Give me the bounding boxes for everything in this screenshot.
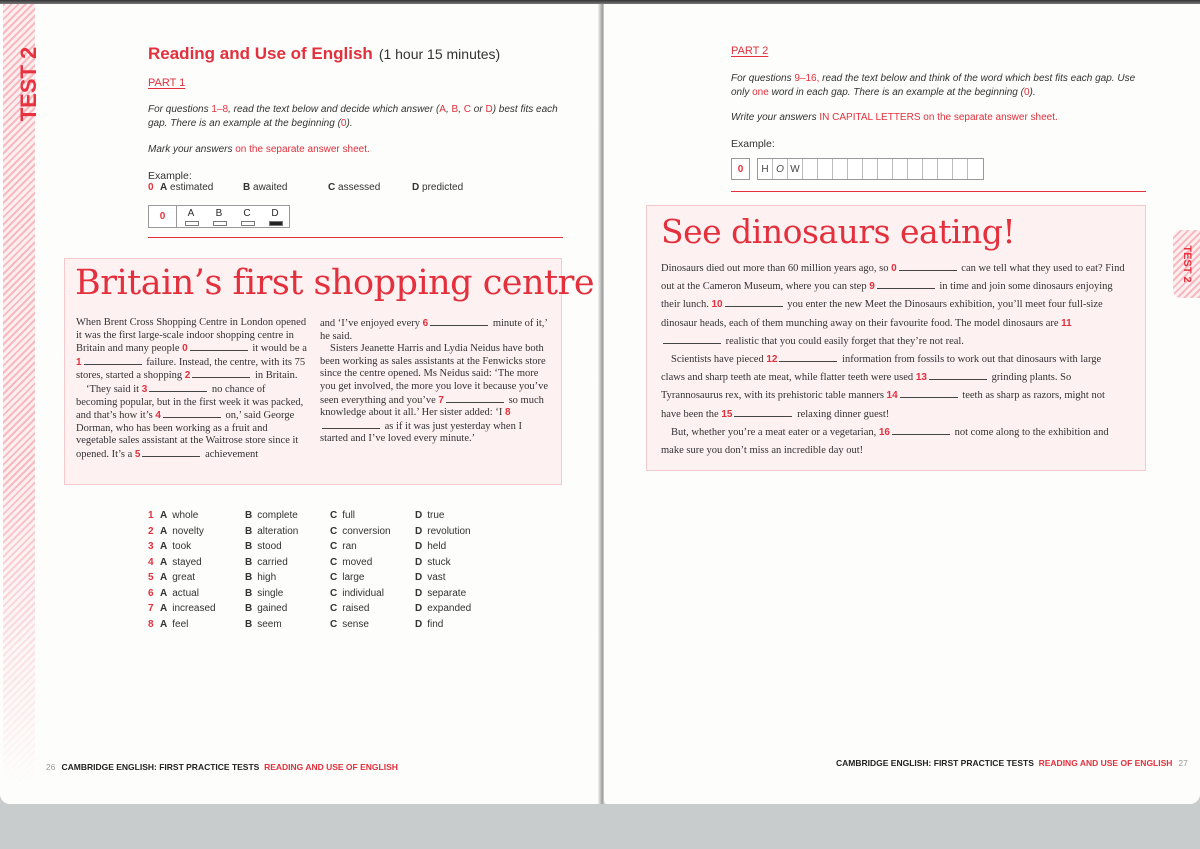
option-row: 8 A feel B seem C sense D find — [148, 617, 500, 633]
option-b: B carried — [245, 556, 288, 568]
option-a: A novelty — [160, 525, 204, 537]
gap-blank — [192, 369, 250, 378]
article-title: Britain’s first shopping centre — [75, 263, 595, 303]
letter-cell — [878, 159, 893, 179]
letter-cell — [953, 159, 968, 179]
part-2-label: PART 2 — [731, 45, 769, 57]
page-footer-right: CAMBRIDGE ENGLISH: FIRST PRACTICE TESTS READING AND USE OF ENGLISH 27 — [836, 758, 1188, 768]
gap-blank — [322, 420, 380, 429]
paragraph: Dinosaurs died out more than 60 million years ago, so 0 can we tell what they used to eat? Find out at the Cameron Museum, where you can step 9 in time and join some dinosaurs enjoying their lunch. 10 you enter the new Meet the Dinosaurs exhibition, you’ll meet four full-size dinosaur heads, each of them munching away on their favourite food. The model dinosaurs are 11 realistic that you could easily forget that they’re not real. — [661, 263, 1125, 347]
option-b: B complete — [245, 510, 298, 522]
gap-number: 7 — [438, 394, 444, 406]
option-d: D true — [415, 510, 445, 522]
gap-number: 5 — [134, 448, 141, 460]
option-d: D vast — [415, 572, 446, 584]
letter-cell — [908, 159, 923, 179]
divider-rule — [148, 237, 563, 238]
option-a: A feel — [160, 618, 189, 630]
option-d: D expanded — [415, 603, 472, 615]
paragraph: But, whether you’re a meat eater or a vegetarian, 16 not come along to the exhibition and make sure you don’t miss an incredible day out! — [661, 426, 1109, 457]
example-options: 0 A estimated B awaited C assessed D predicted — [148, 182, 464, 193]
gap-number: 0 — [891, 263, 897, 274]
option-b: B gained — [245, 603, 288, 615]
gap-number: 11 — [1061, 317, 1072, 329]
option-a: A great — [160, 572, 196, 584]
option-row: 7 A increased B gained C raised D expanded — [148, 601, 500, 617]
option-b: B high — [245, 572, 277, 584]
article-body-dinosaurs — [661, 260, 1127, 460]
paragraph: Sisters Jeanette Harris and Lydia Neidus have both been working as sales assistants at the Fenwicks store since the centre opened. Ms Neidus said: ‘The more you get involved, the more you love it because you’ve seen everything and you’ve 7 so much knowledge about it all.’ Her sister added: ‘I 8 as if it was just yesterday when I started and I’ve loved every minute.’ — [320, 343, 549, 445]
gap-blank — [734, 408, 792, 417]
letter-cell — [833, 159, 848, 179]
gap-blank — [190, 342, 248, 351]
gap-number: 14 — [886, 390, 898, 402]
option-c: C sense — [330, 618, 369, 630]
gap-blank — [663, 335, 721, 344]
option-d: D find — [415, 618, 444, 630]
answer-option-d-selected: D — [261, 206, 289, 227]
option-c: C conversion — [330, 525, 391, 537]
gap-blank — [877, 280, 935, 289]
paragraph: and ‘I’ve enjoyed every 6 minute of it,’ he said. — [320, 318, 548, 342]
letter-cell — [848, 159, 863, 179]
option-row: 3 A took B stood C ran D held — [148, 539, 500, 555]
page-number: 27 — [1178, 758, 1188, 768]
part-1-label: PART 1 — [148, 77, 186, 89]
part-1-instructions: For questions 1–8, read the text below and decide which answer (A, B, C or D) best fits each gap. There is an example at the beginning (0). — [148, 104, 558, 129]
option-c: C moved — [330, 556, 373, 568]
left-page — [0, 4, 602, 804]
option-b: B seem — [245, 618, 282, 630]
letter-cell: O — [773, 159, 788, 179]
gap-blank — [84, 356, 142, 365]
gap-blank — [149, 383, 207, 392]
letter-cell — [863, 159, 878, 179]
letter-cell — [938, 159, 953, 179]
gap-blank — [899, 262, 957, 271]
option-row: 6 A actual B single C individual D separate — [148, 586, 500, 602]
paragraph: Scientists have pieced 12 information from fossils to work out that dinosaurs with large claws and sharp teeth ate meat, while flatter teeth were used 13 grinding plants. So Tyrannosaurus rex, with its prehistoric table manners 14 teeth as sharp as razors, might not have been the 15 relaxing dinner guest! — [661, 354, 1105, 420]
option-d: D stuck — [415, 556, 451, 568]
gap-blank — [163, 409, 221, 418]
option-row: 1 A whole B complete C full D true — [148, 508, 500, 524]
gap-number: 0 — [182, 343, 188, 355]
letter-cell — [923, 159, 938, 179]
option-a: A took — [160, 541, 192, 553]
gap-number: 15 — [721, 408, 733, 420]
gap-blank — [929, 371, 987, 380]
paragraph: ‘They said it 3 no chance of becoming popular, but in the first week it was packed, and that’s how it’s 4 on,’ said George Dorman, who has been working as a fruit and vegetable sales assistant at the Waitrose store since it opened. It’s a 5 achievement — [76, 383, 304, 460]
letter-cell — [803, 159, 818, 179]
section-duration: (1 hour 15 minutes) — [378, 46, 501, 62]
option-c: C ran — [330, 541, 357, 553]
gap-blank — [900, 389, 958, 398]
option-a: A whole — [160, 510, 199, 522]
option-c: C large — [330, 572, 365, 584]
divider-rule — [731, 191, 1146, 192]
gap-blank — [142, 448, 200, 457]
article-column-2 — [320, 317, 552, 446]
letter-cell — [968, 159, 983, 179]
gap-blank — [779, 353, 837, 362]
option-a: A stayed — [160, 556, 202, 568]
article-title: See dinosaurs eating! — [661, 212, 1016, 251]
answer-option-c: C — [233, 206, 261, 227]
option-d: D held — [415, 541, 447, 553]
section-title: Reading and Use of English (1 hour 15 minutes) — [148, 44, 501, 63]
option-c: C individual — [330, 587, 384, 599]
gap-number: 8 — [504, 407, 511, 419]
option-c: C raised — [330, 603, 370, 615]
option-a: A increased — [160, 603, 216, 615]
example-label: Example: — [148, 170, 192, 182]
gap-number: 4 — [155, 410, 161, 422]
option-d: D revolution — [415, 525, 471, 537]
gap-number: 1 — [76, 356, 82, 368]
option-c: C full — [330, 510, 356, 522]
gap-blank — [430, 317, 488, 326]
side-tab-test-label: TEST 2 — [16, 46, 41, 122]
answer-option-a: A — [177, 206, 205, 227]
gap-number: 2 — [184, 370, 191, 382]
write-answers-instruction: Write your answers IN CAPITAL LETTERS on the separate answer sheet. — [731, 112, 1058, 123]
gap-number: 6 — [422, 318, 429, 329]
mark-answers-instruction: Mark your answers on the separate answer sheet. — [148, 144, 370, 155]
gap-blank — [892, 426, 950, 435]
option-b: B alteration — [245, 525, 299, 537]
article-panel-shopping — [64, 258, 595, 485]
example-answer-grid: 0 H O W — [731, 158, 984, 180]
option-d: D separate — [415, 587, 467, 599]
gap-number: 16 — [878, 426, 890, 438]
answer-options-table — [148, 508, 500, 632]
option-row: 2 A novelty B alteration C conversion D revolution — [148, 524, 500, 540]
gap-blank — [446, 394, 504, 403]
example-label: Example: — [731, 138, 775, 150]
page-number: 26 — [46, 762, 56, 772]
gap-blank — [725, 298, 783, 307]
letter-cell — [893, 159, 908, 179]
option-b: B single — [245, 587, 284, 599]
option-b: B stood — [245, 541, 282, 553]
example-answer-box: 0 A B C D — [148, 205, 290, 228]
option-row: 4 A stayed B carried C moved D stuck — [148, 555, 500, 571]
gap-number: 10 — [711, 299, 723, 311]
article-column-1 — [76, 317, 308, 462]
gap-number: 3 — [141, 383, 148, 395]
side-tab-test-label: TEST 2 — [1173, 230, 1200, 298]
letter-cell: W — [788, 159, 803, 179]
paragraph: When Brent Cross Shopping Centre in London opened it was the first large-scale indoor shopping centre in Britain and many people 0 it would be a 1 failure. Instead, the centre, with its 75 stores, started a shopping 2 in Britain. — [76, 317, 307, 382]
letter-cell — [818, 159, 833, 179]
part-2-instructions: For questions 9–16, read the text below and think of the word which best fits each gap. Use only one word in each gap. There is an example at the beginning (0). — [731, 73, 1136, 98]
option-row: 5 A great B high C large D vast — [148, 570, 500, 586]
option-a: A actual — [160, 587, 199, 599]
gap-number: 13 — [915, 372, 927, 384]
letter-cell: H — [758, 159, 773, 179]
answer-option-b: B — [205, 206, 233, 227]
page-footer-left: 26 CAMBRIDGE ENGLISH: FIRST PRACTICE TESTS READING AND USE OF ENGLISH — [46, 762, 398, 772]
gap-number: 12 — [766, 354, 778, 366]
gap-number: 9 — [869, 281, 875, 293]
